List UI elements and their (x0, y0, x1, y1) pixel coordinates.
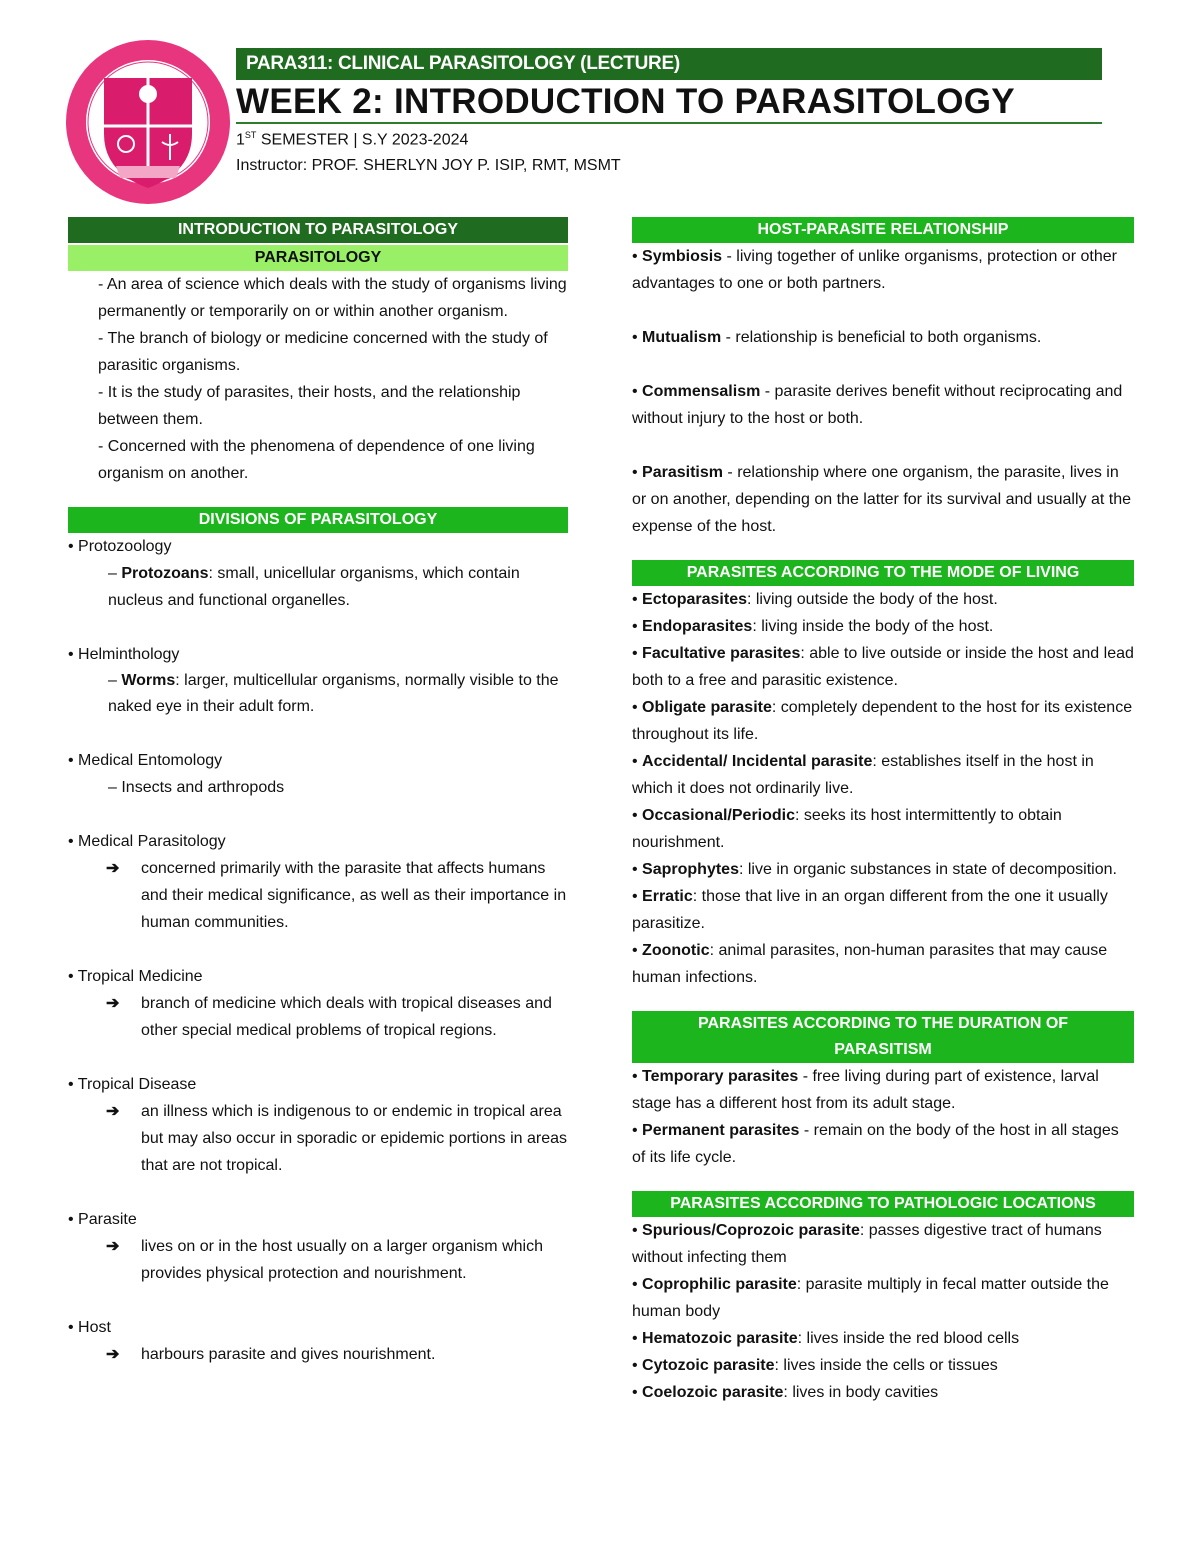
host-description: ➔ harbours parasite and gives nourishment. (68, 1341, 568, 1368)
medical-entomology-description: – Insects and arthropods (108, 779, 285, 796)
document-header (236, 48, 1102, 175)
division-medical-parasitology: • Medical Parasitology (68, 833, 226, 850)
section-header-host-parasite: HOST-PARASITE RELATIONSHIP (632, 217, 1134, 243)
mode-item: • Occasional/Periodic: seeks its host intermittently to obtain nourishment. (632, 807, 1062, 851)
subsection-header-parasitology: PARASITOLOGY (68, 245, 568, 271)
division-tropical-disease: • Tropical Disease (68, 1076, 197, 1093)
division-helminthology: • Helminthology (68, 646, 180, 663)
division-tropical-medicine: • Tropical Medicine (68, 968, 203, 985)
pathologic-item: • Hematozoic parasite: lives inside the red blood cells (632, 1330, 1020, 1347)
duration-item: • Temporary parasites - free living during part of existence, larval stage has a different host from its adult stage. (632, 1068, 1099, 1112)
relationship-item: • Commensalism - parasite derives benefit without reciprocating and without injury to the host or both. (632, 383, 1123, 427)
division-protozoology: • Protozoology (68, 538, 172, 555)
tropical-medicine-description: ➔ branch of medicine which deals with tropical diseases and other special medical problems of tropical regions. (68, 990, 568, 1044)
arrow-right-icon: ➔ (106, 1103, 120, 1120)
semester-line: 1ST SEMESTER | S.Y 2023-2024 (236, 130, 469, 149)
arrow-right-icon: ➔ (106, 1238, 120, 1255)
definition-line: - The branch of biology or medicine concerned with the study of parasitic organisms. (98, 330, 548, 374)
definition-line: - It is the study of parasites, their hosts, and the relationship between them. (98, 384, 521, 428)
mode-item: • Endoparasites: living inside the body of the host. (632, 618, 994, 635)
pathologic-item: • Coprophilic parasite: parasite multiply in fecal matter outside the human body (632, 1276, 1109, 1320)
division-parasite: • Parasite (68, 1211, 137, 1228)
header-divider (236, 122, 1102, 124)
definition-line: - An area of science which deals with the study of organisms living permanently or temporarily on or within another organism. (98, 276, 567, 320)
division-medical-entomology: • Medical Entomology (68, 752, 223, 769)
mode-item: • Obligate parasite: completely dependent to the host for its existence throughout its life. (632, 699, 1133, 743)
section-header-duration: PARASITES ACCORDING TO THE DURATION OF PARASITISM (632, 1011, 1134, 1063)
mode-item: • Ectoparasites: living outside the body of the host. (632, 591, 998, 608)
section-header-intro: INTRODUCTION TO PARASITOLOGY (68, 217, 568, 243)
relationship-item: • Mutualism - relationship is beneficial to both organisms. (632, 329, 1042, 346)
arrow-right-icon: ➔ (106, 860, 120, 877)
duration-item: • Permanent parasites - remain on the body of the host in all stages of its life cycle. (632, 1122, 1119, 1166)
relationship-item: • Parasitism - relationship where one organism, the parasite, lives in or on another, depending on the latter for its survival and usually at the expense of the host. (632, 464, 1131, 535)
arrow-right-icon: ➔ (106, 1346, 120, 1363)
parasite-description: ➔ lives on or in the host usually on a larger organism which provides physical protection and nourishment. (68, 1233, 568, 1287)
pathologic-item: • Cytozoic parasite: lives inside the cells or tissues (632, 1357, 998, 1374)
tropical-disease-description: ➔ an illness which is indigenous to or endemic in tropical area but may also occur in sporadic or epidemic portions in areas that are not tropical. (68, 1098, 568, 1179)
pathologic-item: • Spurious/Coprozoic parasite: passes digestive tract of humans without infecting them (632, 1222, 1102, 1266)
pathologic-item: • Coelozoic parasite: lives in body cavities (632, 1384, 939, 1401)
relationship-item: • Symbiosis - living together of unlike organisms, protection or other advantages to one or both partners. (632, 248, 1117, 292)
week-title: WEEK 2: INTRODUCTION TO PARASITOLOGY (236, 82, 1015, 121)
section-header-pathologic-locations: PARASITES ACCORDING TO PATHOLOGIC LOCATIONS (632, 1191, 1134, 1217)
course-title-bar: PARA311: CLINICAL PARASITOLOGY (LECTURE) (236, 48, 1102, 80)
section-header-mode-of-living: PARASITES ACCORDING TO THE MODE OF LIVING (632, 560, 1134, 586)
medical-parasitology-description: ➔ concerned primarily with the parasite that affects humans and their medical significance, as well as their importance in human communities. (68, 855, 568, 936)
university-seal-logo (64, 38, 232, 206)
right-column (632, 217, 1134, 1406)
mode-item: • Accidental/ Incidental parasite: establishes itself in the host in which it does not ordinarily live. (632, 753, 1094, 797)
mode-item: • Saprophytes: live in organic substances in state of decomposition. (632, 861, 1117, 878)
mode-item: • Zoonotic: animal parasites, non-human parasites that may cause human infections. (632, 942, 1108, 986)
mode-item: • Erratic: those that live in an organ different from the one it usually parasitize. (632, 888, 1108, 932)
protozoans-description: – Protozoans: small, unicellular organisms, which contain nucleus and functional organelles. (108, 565, 520, 609)
worms-description: – Worms: larger, multicellular organisms, normally visible to the naked eye in their adult form. (108, 672, 559, 715)
definition-line: - Concerned with the phenomena of dependence of one living organism on another. (98, 438, 535, 482)
parasitology-definitions (68, 271, 568, 487)
arrow-right-icon: ➔ (106, 995, 120, 1012)
instructor-line: Instructor: PROF. SHERLYN JOY P. ISIP, RMT, MSMT (236, 157, 621, 175)
section-header-divisions: DIVISIONS OF PARASITOLOGY (68, 507, 568, 533)
division-host: • Host (68, 1319, 111, 1336)
left-column (68, 217, 568, 1368)
mode-item: • Facultative parasites: able to live outside or inside the host and lead both to a free and parasitic existence. (632, 645, 1134, 689)
